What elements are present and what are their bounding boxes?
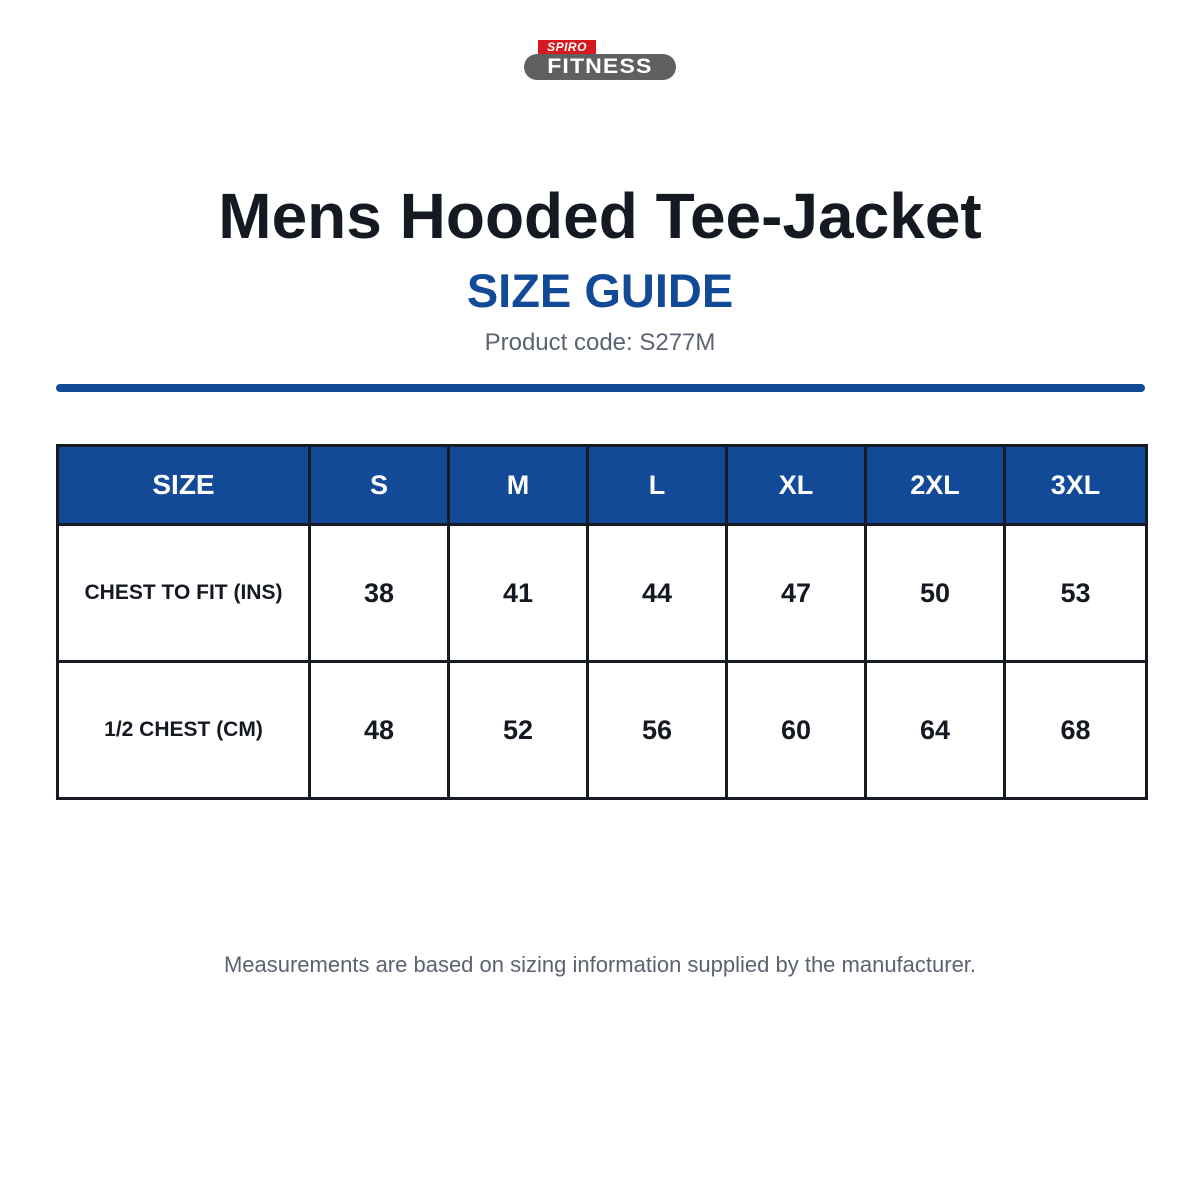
product-code: Product code: S277M [484, 329, 716, 356]
header-cell-m: M [449, 446, 588, 525]
table-cell: 52 [449, 662, 588, 799]
logo-top-label: SPIRO [538, 40, 596, 55]
table-cell: 56 [588, 662, 727, 799]
logo-bottom-text: FITNESS [547, 55, 653, 78]
table-cell: 60 [727, 662, 866, 799]
table-cell: 38 [310, 525, 449, 662]
table-cell: 50 [866, 525, 1005, 662]
table-row [58, 662, 1147, 799]
title-divider [56, 384, 1145, 392]
header-cell-xl: XL [727, 446, 866, 525]
brand-logo [524, 40, 676, 80]
table-cell: 68 [1005, 662, 1147, 799]
table-cell: 64 [866, 662, 1005, 799]
table-cell: 47 [727, 525, 866, 662]
row-label-chest-ins: CHEST TO FIT (INS) [58, 525, 310, 662]
page-subtitle: SIZE GUIDE [466, 264, 734, 317]
size-table [56, 444, 1148, 800]
row-label-half-chest-cm: 1/2 CHEST (CM) [58, 662, 310, 799]
header-cell-size: SIZE [58, 446, 310, 525]
page-title: Mens Hooded Tee-Jacket [218, 180, 982, 252]
table-cell: 48 [310, 662, 449, 799]
header-cell-s: S [310, 446, 449, 525]
header-cell-l: L [588, 446, 727, 525]
table-cell: 44 [588, 525, 727, 662]
measurement-note: Measurements are based on sizing information supplied by the manufacturer. [223, 952, 977, 977]
table-row [58, 525, 1147, 662]
header-cell-3xl: 3XL [1005, 446, 1147, 525]
table-cell: 41 [449, 525, 588, 662]
table-cell: 53 [1005, 525, 1147, 662]
table-header-row [58, 446, 1147, 525]
header-cell-2xl: 2XL [866, 446, 1005, 525]
logo-bottom-label [524, 54, 676, 80]
